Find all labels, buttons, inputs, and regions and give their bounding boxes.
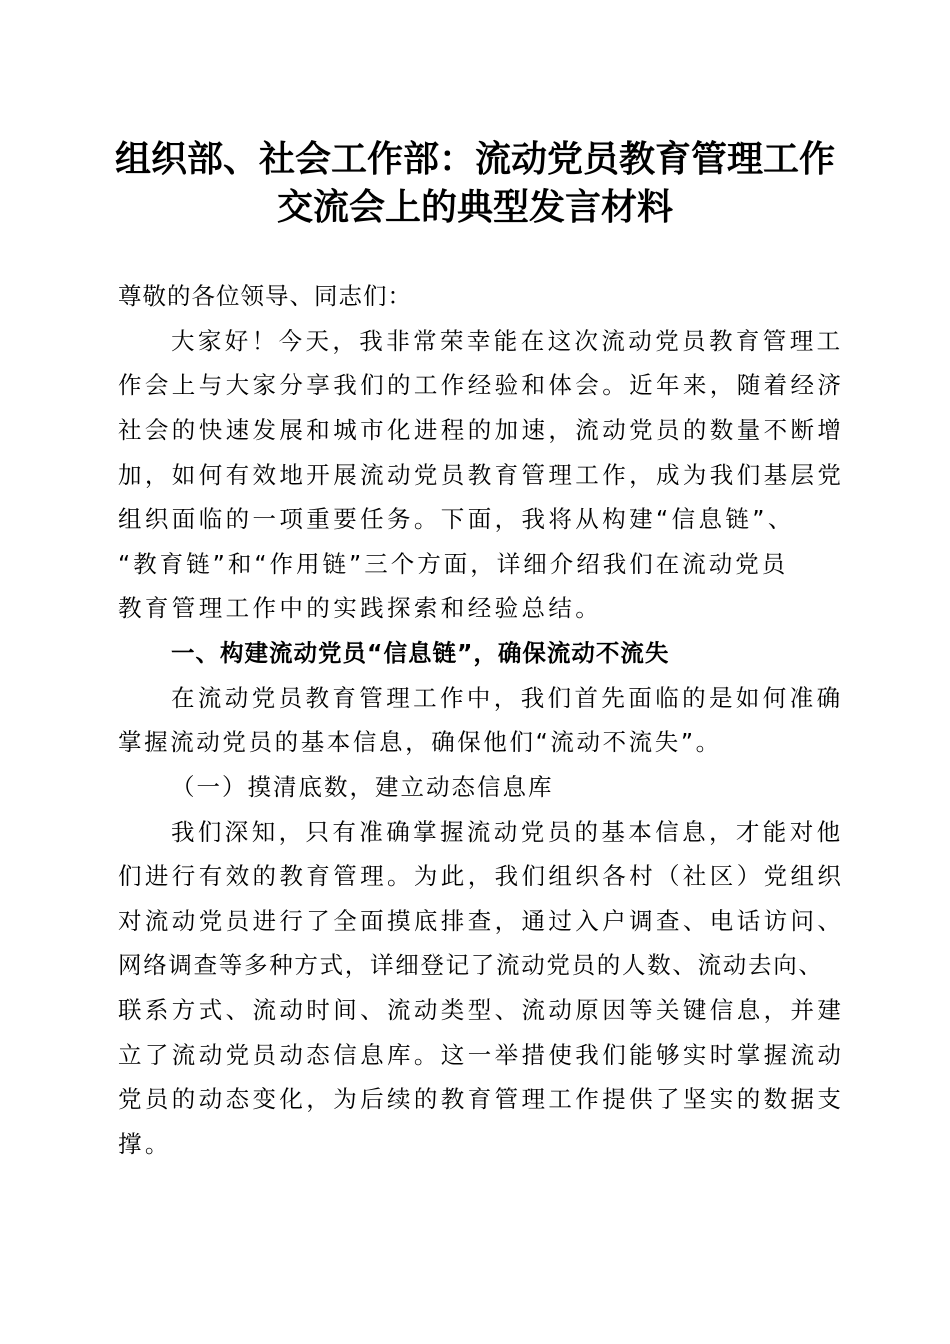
subsection-1-paragraph-line: 对流动党员进行了全面摸底排查，通过入户调查、电话访问、 (118, 907, 845, 935)
subsection-1-paragraph-line: 立了流动党员动态信息库。这一举措使我们能够实时掌握流动 (118, 1041, 845, 1069)
section-1-paragraph-line: 在流动党员教育管理工作中，我们首先面临的是如何准确 (171, 684, 844, 712)
intro-paragraph-line: 社会的快速发展和城市化进程的加速，流动党员的数量不断增 (118, 416, 845, 444)
subsection-1-paragraph-line: 党员的动态变化，为后续的教育管理工作提供了坚实的数据支 (118, 1085, 845, 1113)
subsection-1-paragraph-line: 我们深知，只有准确掌握流动党员的基本信息，才能对他 (171, 818, 844, 846)
document-title-line-2: 交流会上的典型发言材料 (276, 186, 673, 228)
subsection-1-paragraph-line: 们进行有效的教育管理。为此，我们组织各村（社区）党组织 (118, 862, 845, 890)
section-1-heading: 一、构建流动党员“信息链”，确保流动不流失 (171, 639, 670, 667)
intro-paragraph-line: 大家好！今天，我非常荣幸能在这次流动党员教育管理工 (171, 327, 844, 355)
subsection-1-paragraph-line: 网络调查等多种方式，详细登记了流动党员的人数、流动去向、 (118, 951, 824, 979)
subsection-1-paragraph-line: 联系方式、流动时间、流动类型、流动原因等关键信息，并建 (118, 996, 845, 1024)
section-1-paragraph-line: 掌握流动党员的基本信息，确保他们“流动不流失”。 (118, 728, 722, 756)
intro-paragraph-line: 组织面临的一项重要任务。下面，我将从构建“信息链”、 (118, 505, 795, 533)
intro-paragraph-line: “教育链”和“作用链”三个方面，详细介绍我们在流动党员 (118, 550, 789, 578)
subsection-1-paragraph-line: 撑。 (118, 1130, 172, 1158)
document-title-line-1: 组织部、社会工作部：流动党员教育管理工作 (114, 138, 835, 180)
intro-paragraph-line: 加，如何有效地开展流动党员教育管理工作，成为我们基层党 (118, 461, 845, 489)
salutation: 尊敬的各位领导、同志们： (118, 282, 412, 310)
intro-paragraph-line: 作会上与大家分享我们的工作经验和体会。近年来，随着经济 (118, 371, 845, 399)
subsection-1-heading: （一）摸清底数，建立动态信息库 (171, 773, 554, 801)
intro-paragraph-line: 教育管理工作中的实践探索和经验总结。 (118, 594, 603, 622)
